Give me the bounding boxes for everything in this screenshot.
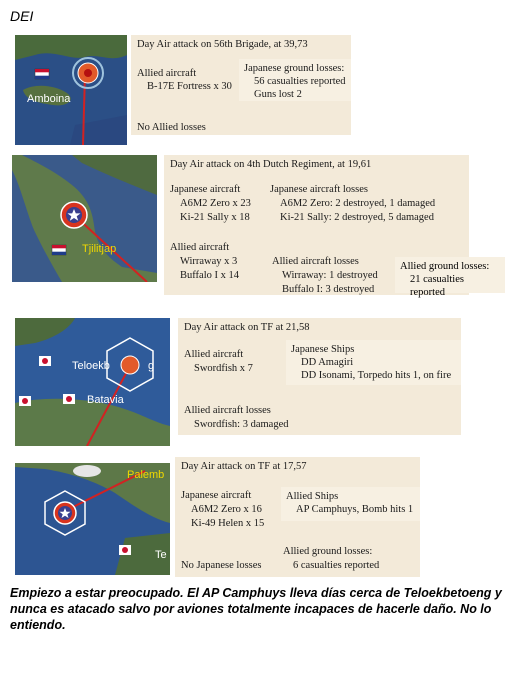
group-title: Japanese ground losses: xyxy=(244,63,345,74)
group-title: Japanese aircraft losses xyxy=(270,184,368,195)
group-item: A6M2 Zero x 23 xyxy=(180,198,251,209)
report-note: No Japanese losses xyxy=(181,560,262,571)
report-note: No Allied losses xyxy=(137,122,206,133)
group-title: Allied aircraft xyxy=(137,68,197,79)
group-item: DD Isonami, Torpedo hits 1, on fire xyxy=(301,370,452,381)
report-panel-4 xyxy=(175,457,420,577)
group-item: Guns lost 2 xyxy=(254,89,302,100)
group-title: Allied aircraft losses xyxy=(272,256,359,267)
map-label-amboina: Amboina xyxy=(27,93,71,105)
report-panel-1 xyxy=(131,35,351,135)
map-teloekbetoeng xyxy=(15,318,170,446)
japanese-ground-losses-box xyxy=(239,59,351,101)
group-item: Ki-49 Helen x 15 xyxy=(191,518,265,529)
group-item: Buffalo I x 14 xyxy=(180,270,240,281)
group-item: 6 casualties reported xyxy=(293,560,380,571)
report-header: Day Air attack on 4th Dutch Regiment, at 19,61 xyxy=(170,159,372,170)
map-label-batavia: Batavia xyxy=(87,394,124,406)
page-title: DEI xyxy=(10,8,34,24)
allied-ships-box xyxy=(281,487,420,521)
report-header: Day Air attack on TF at 17,57 xyxy=(181,461,307,472)
group-title: Japanese aircraft xyxy=(181,490,252,501)
map-label-tjilitjap: Tjilitjap xyxy=(82,243,117,255)
group-item: DD Amagiri xyxy=(301,357,354,368)
map-label-fragment: Te xyxy=(155,549,167,561)
map-palembang xyxy=(15,463,170,575)
group-title: Allied aircraft xyxy=(170,242,230,253)
group-title: Japanese aircraft xyxy=(170,184,241,195)
group-item: Ki-21 Sally: 2 destroyed, 5 damaged xyxy=(280,212,434,223)
allied-ground-losses-box xyxy=(395,257,505,298)
map-label-fragment: g xyxy=(148,360,155,372)
group-item: AP Camphuys, Bomb hits 1 xyxy=(296,504,414,515)
group-title: Allied aircraft xyxy=(184,349,244,360)
group-title: Allied ground losses: xyxy=(283,546,373,557)
map-amboina xyxy=(15,35,127,145)
group-title: Allied ground losses: xyxy=(400,261,490,272)
group-item: 21 casualties reported xyxy=(410,274,464,298)
group-item: A6M2 Zero: 2 destroyed, 1 damaged xyxy=(280,198,436,209)
group-item: 56 casualties reported xyxy=(254,76,346,87)
map-label-palembang: Palemb xyxy=(127,469,165,481)
group-title: Allied Ships xyxy=(286,491,339,502)
group-item: Swordfish: 3 damaged xyxy=(194,419,289,430)
map-tjilitjap xyxy=(12,155,157,282)
group-item: Swordfish x 7 xyxy=(194,363,253,374)
group-title: Allied aircraft losses xyxy=(184,405,271,416)
report-panel-3 xyxy=(178,318,461,435)
group-item: Wirraway: 1 destroyed xyxy=(282,270,378,281)
map-label-teloekbetoeng: Teloekb xyxy=(72,360,110,372)
group-title: Japanese Ships xyxy=(291,344,355,355)
report-header: Day Air attack on TF at 21,58 xyxy=(184,322,310,333)
group-item: Buffalo I: 3 destroyed xyxy=(282,284,375,295)
commentary-text: Empiezo a estar preocupado. El AP Camphuys lleva días cerca de Teloekbetoeng y nunca es atacado salvo por aviones totalmente incapaces de hacerle daño. No lo entiendo. xyxy=(10,586,502,632)
group-item: Wirraway x 3 xyxy=(180,256,238,267)
group-item: A6M2 Zero x 16 xyxy=(191,504,262,515)
group-item: Ki-21 Sally x 18 xyxy=(180,212,250,223)
report-header: Day Air attack on 56th Brigade, at 39,73 xyxy=(137,39,308,50)
japanese-ships-box xyxy=(286,340,461,385)
group-item: B-17E Fortress x 30 xyxy=(147,81,232,92)
